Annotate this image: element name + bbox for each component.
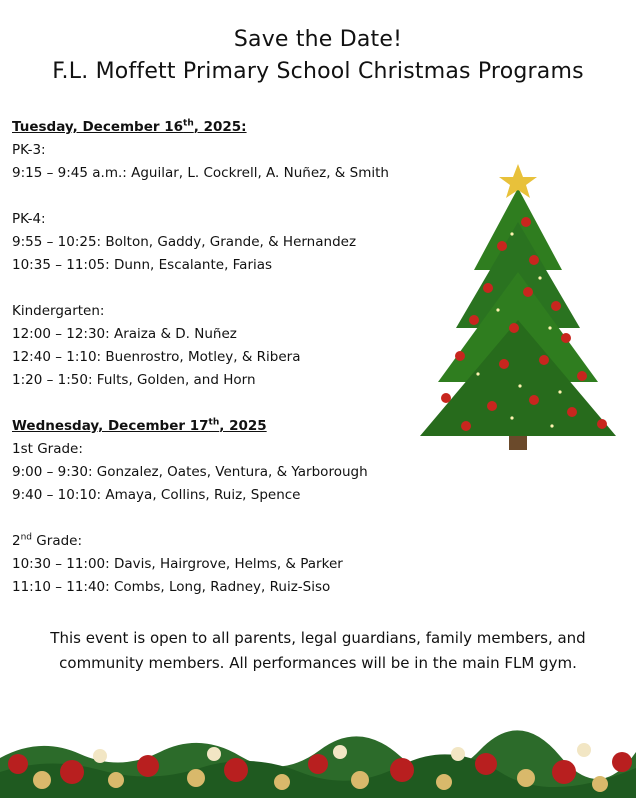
- footer-note: [20, 626, 616, 676]
- group-label: 2nd Grade:: [12, 532, 83, 549]
- group-label: Kindergarten:: [12, 303, 105, 319]
- time-slot: 12:00 – 12:30: Araiza & D. Nuñez: [12, 326, 237, 342]
- page-subtitle: F.L. Moffett Primary School Christmas Programs: [52, 59, 584, 84]
- christmas-tree-icon: [416, 160, 621, 452]
- time-slot: 9:55 – 10:25: Bolton, Gaddy, Grande, & Hernandez: [12, 234, 357, 250]
- title-block: [0, 24, 636, 88]
- footer-line: community members. All performances will be in the main FLM gym.: [59, 654, 577, 672]
- time-slot: 9:40 – 10:10: Amaya, Collins, Ruiz, Spence: [12, 487, 301, 503]
- time-slot: 9:00 – 9:30: Gonzalez, Oates, Ventura, & Yarborough: [12, 464, 368, 480]
- schedule: [12, 116, 422, 599]
- holiday-garland-icon: [0, 706, 636, 798]
- time-slot: 10:30 – 11:00: Davis, Hairgrove, Helms, & Parker: [12, 556, 343, 572]
- group-label: PK-4:: [12, 211, 46, 227]
- group-label: PK-3:: [12, 142, 46, 158]
- footer-line: This event is open to all parents, legal guardians, family members, and: [50, 629, 586, 647]
- time-slot: 11:10 – 11:40: Combs, Long, Radney, Ruiz-Siso: [12, 579, 331, 595]
- date-heading-wednesday: Wednesday, December 17th, 2025: [12, 417, 267, 434]
- group-label: 1st Grade:: [12, 441, 83, 457]
- time-slot: 9:15 – 9:45 a.m.: Aguilar, L. Cockrell, A. Nuñez, & Smith: [12, 165, 389, 181]
- time-slot: 12:40 – 1:10: Buenrostro, Motley, & Ribera: [12, 349, 301, 365]
- date-heading-tuesday: Tuesday, December 16th, 2025:: [12, 118, 247, 135]
- time-slot: 10:35 – 11:05: Dunn, Escalante, Farias: [12, 257, 273, 273]
- page-title: Save the Date!: [233, 27, 403, 52]
- time-slot: 1:20 – 1:50: Fults, Golden, and Horn: [12, 372, 256, 388]
